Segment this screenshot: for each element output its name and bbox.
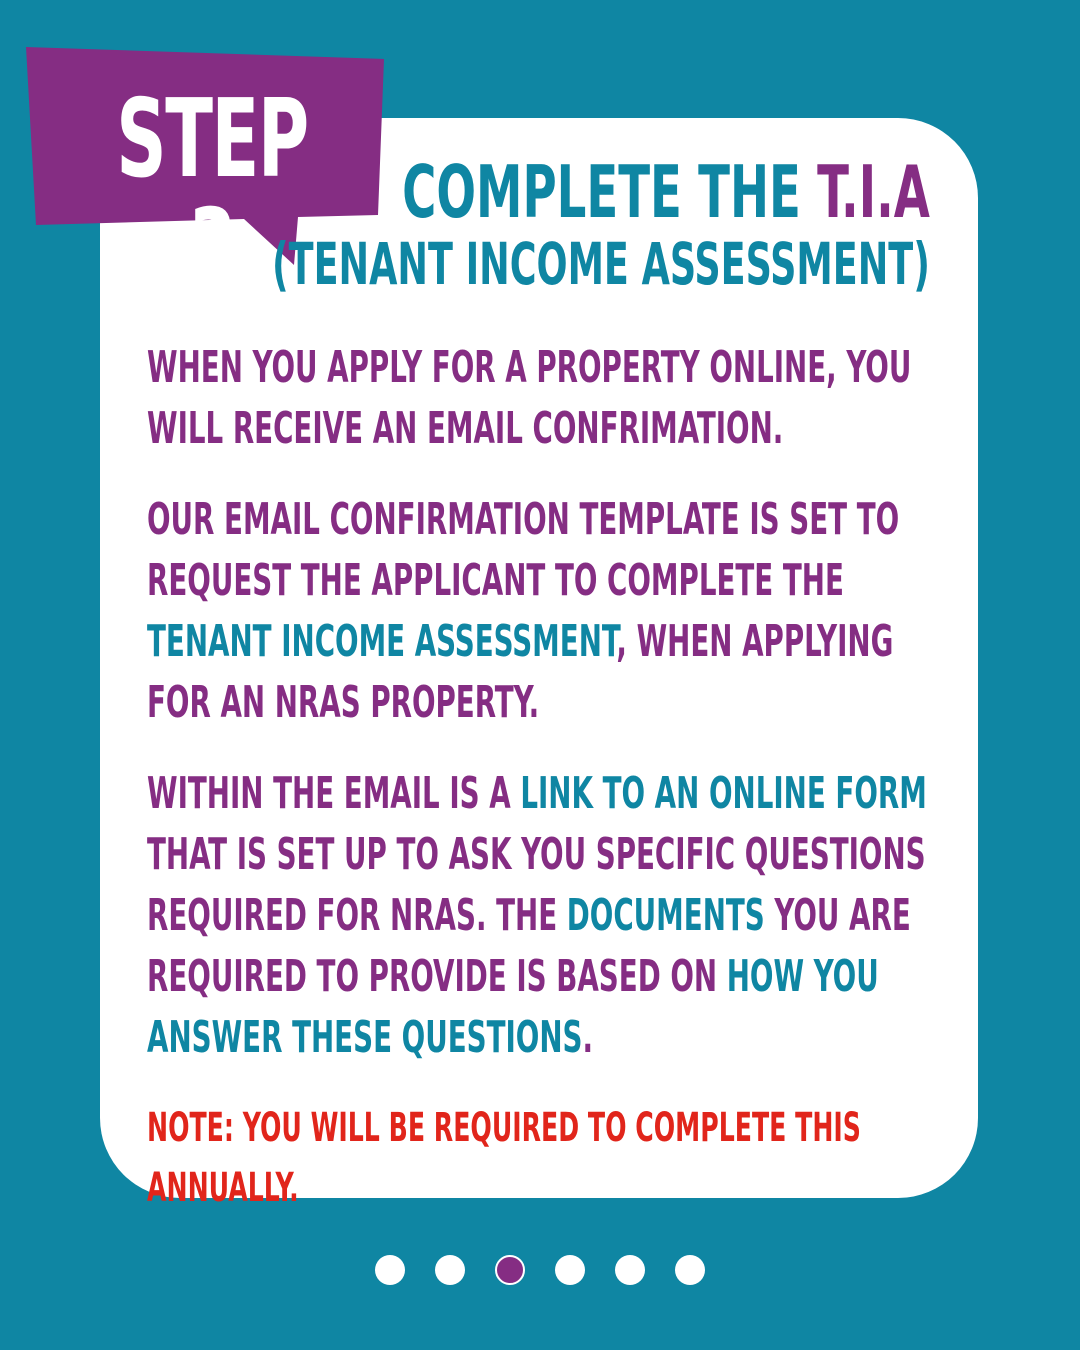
page-dot-2[interactable]	[435, 1255, 465, 1285]
page-dot-6[interactable]	[675, 1255, 705, 1285]
paragraph-3-text-c: YOU ARE REQUIRED TO PROVIDE IS BASED ON	[147, 890, 911, 1002]
paragraph-3	[147, 763, 937, 1068]
title-block	[0, 150, 930, 296]
note-text	[147, 1098, 937, 1218]
paragraph-1	[147, 337, 937, 459]
paragraph-3-highlight-link: LINK TO AN ONLINE FORM	[520, 768, 927, 819]
title-prefix: COMPLETE THE	[402, 150, 818, 234]
paragraph-2-text-a: OUR EMAIL CONFIRMATION TEMPLATE IS SET TO REQUEST THE APPLICANT TO COMPLETE THE	[147, 494, 900, 606]
page-dot-1[interactable]	[375, 1255, 405, 1285]
paragraph-2	[147, 489, 937, 733]
title-accent: T.I.A	[817, 150, 930, 234]
page-dot-4[interactable]	[555, 1255, 585, 1285]
step-label: STEP 3	[116, 77, 308, 312]
paragraph-2-text-b: , WHEN APPLYING FOR AN NRAS PROPERTY.	[147, 616, 894, 728]
paragraph-3-text-b: THAT IS SET UP TO ASK YOU SPECIFIC QUESTIONS REQUIRED FOR NRAS. THE	[147, 829, 926, 941]
paragraph-2-highlight: TENANT INCOME ASSESSMENT	[147, 616, 617, 667]
note-text-content: NOTE: YOU WILL BE REQUIRED TO COMPLETE THIS ANNUALLY.	[147, 1105, 861, 1211]
paragraph-3-highlight-documents: DOCUMENTS	[566, 890, 765, 941]
page-dot-5[interactable]	[615, 1255, 645, 1285]
page-dot-3-active[interactable]	[495, 1255, 525, 1285]
pagination-dots	[0, 1255, 1080, 1285]
page-title	[253, 150, 930, 234]
paragraph-1-text: WHEN YOU APPLY FOR A PROPERTY ONLINE, YOU WILL RECEIVE AN EMAIL CONFRIMATION.	[147, 342, 912, 454]
paragraph-3-text-a: WITHIN THE EMAIL IS A	[147, 768, 521, 819]
paragraph-3-text-d: .	[582, 1012, 594, 1063]
body-content	[147, 337, 937, 1218]
paragraph-3-highlight-answer: HOW YOU ANSWER THESE QUESTIONS	[147, 951, 879, 1063]
page-subtitle: (TENANT INCOME ASSESSMENT)	[272, 230, 930, 298]
